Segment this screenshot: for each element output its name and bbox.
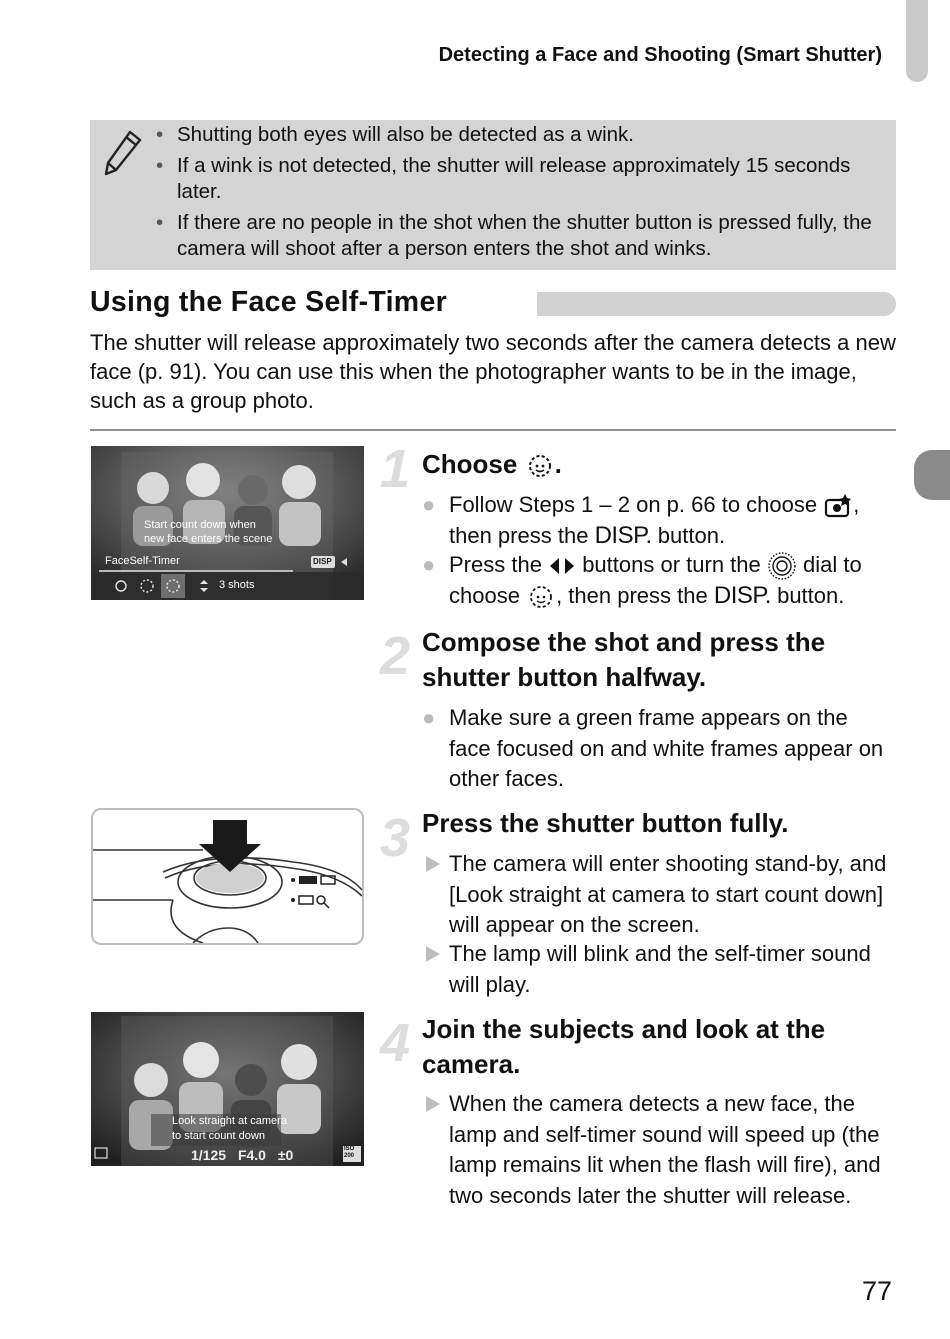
step-bullet: ● Follow Steps 1 – 2 on p. 66 to choose , then press the DISP. button. [422, 492, 860, 549]
step-bullet: When the camera detects a new face, the lamp and self-timer sound will speed up (the lamp remains lit when the flash will fire), and two seconds later the shutter will release. [449, 1089, 894, 1211]
shutter-press-illustration [91, 808, 364, 945]
shots-label: 3 shots [219, 579, 255, 591]
note-box [90, 120, 896, 270]
step-number: 1 [380, 439, 411, 499]
disp-label: DISP [313, 557, 332, 566]
note-item: • Shutting both eyes will also be detected as a wink. [156, 123, 634, 146]
exposure-readout: 1/125 F4.0 ±0 [191, 1147, 294, 1163]
step-bullet: The lamp will blink and the self-timer sound will play. [449, 939, 894, 1000]
left-right-arrows-icon [548, 556, 576, 576]
step-bullet: ● Press the buttons or turn the dial to choose , then press the DISP. button. [422, 552, 862, 610]
screen-liveview-message: Look straight at camera to start count down [172, 1115, 287, 1142]
screen-menu-image [91, 446, 364, 600]
screen-liveview-image [91, 1012, 364, 1166]
triangle-bullet-icon [422, 1095, 444, 1113]
screen-menu-mode-name: FaceSelf-Timer [105, 555, 180, 567]
step-title: Press the shutter button fully. [422, 808, 789, 838]
chapter-tab-top [906, 0, 928, 82]
page-header: Detecting a Face and Shooting (Smart Shutter) [438, 44, 882, 66]
control-dial-icon [767, 551, 797, 581]
triangle-bullet-icon [422, 855, 444, 873]
step-bullet: The camera will enter shooting stand-by, and [Look straight at camera to start count down] will appear on the screen. [449, 849, 894, 941]
step-number: 4 [380, 1013, 411, 1073]
camera-mode-icon [823, 492, 853, 520]
screen-menu-message: Start count down when new face enters the scene [144, 519, 273, 545]
section-title: Using the Face Self-Timer [90, 286, 447, 318]
face-self-timer-icon [526, 584, 556, 610]
step-title: Compose the shot and press the shutter button halfway. [422, 627, 826, 692]
step-title: Join the subjects and look at the camera. [422, 1014, 826, 1079]
note-item: • If a wink is not detected, the shutter will release approximately 15 seconds later. [156, 153, 851, 203]
disp-button-icon: DISP. [713, 582, 771, 610]
note-item: • If there are no people in the shot when the shutter button is pressed fully, the camera will shoot after a person enters the shot and winks. [156, 210, 872, 260]
step-number: 3 [380, 808, 411, 868]
note-list [156, 122, 886, 267]
step-number: 2 [380, 626, 411, 686]
section-title-bar [537, 292, 896, 316]
face-self-timer-icon [525, 453, 555, 479]
section-intro: The shutter will release approximately two seconds after the camera detects a new face (p. 91). You can use this when the photographer wants to be in the image, such as a group photo. [90, 330, 896, 413]
step-bullet: ● Make sure a green frame appears on the face focused on and white frames appear on other faces. [422, 705, 884, 791]
chapter-tab-side [914, 450, 950, 500]
iso-badge: ISO 200 [344, 1146, 355, 1159]
disp-button-icon: DISP. [594, 521, 652, 549]
triangle-bullet-icon [422, 945, 444, 963]
pencil-icon [100, 126, 144, 178]
page-number: 77 [862, 1276, 893, 1306]
divider [90, 429, 896, 431]
step-title: Choose . [422, 449, 562, 479]
